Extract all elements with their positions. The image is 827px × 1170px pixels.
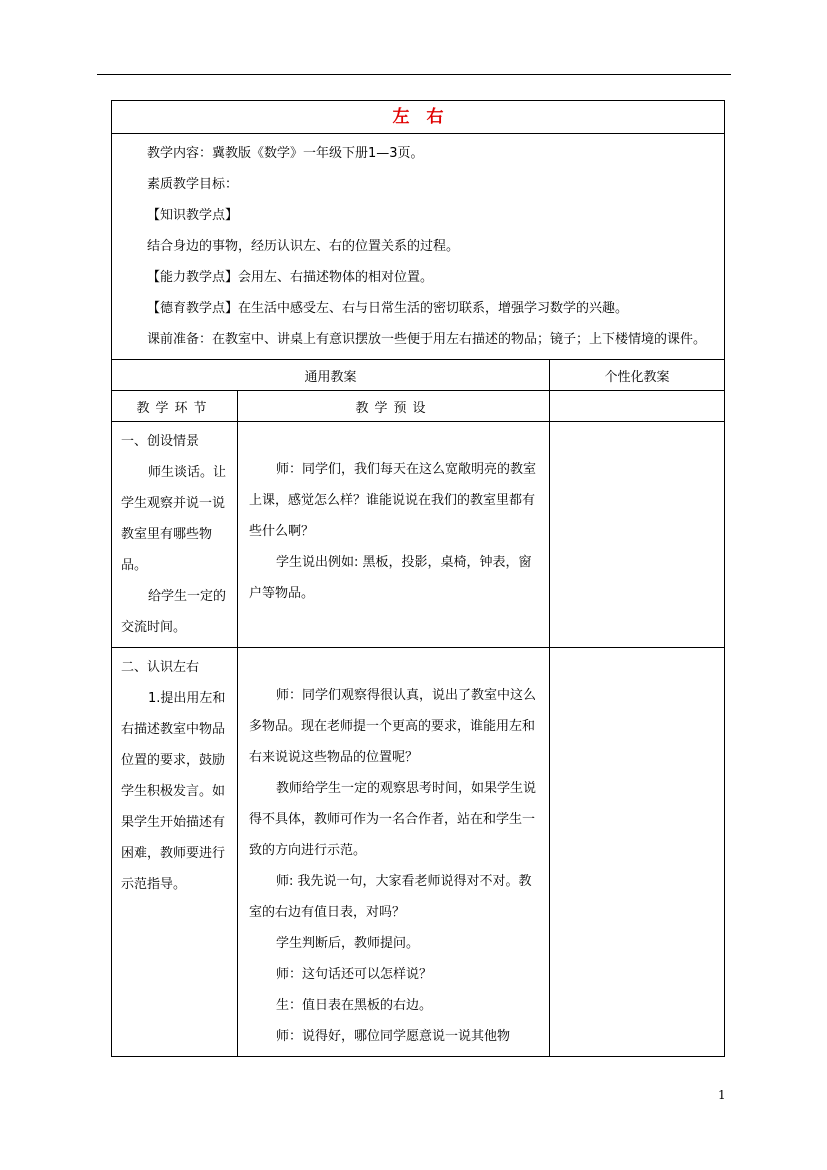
page-number: 1: [718, 1088, 726, 1102]
design-paragraph: 师：说得好，哪位同学愿意说一说其他物: [276, 1029, 511, 1044]
design-paragraph: 师：同学们观察得很认真，说出了教室中这么多物品。现在老师提一个更高的要求，谁能用左和右来说说这些物品的位置呢？: [249, 688, 537, 765]
lesson-plan-table: [111, 100, 725, 1057]
general-plan-header: 通用教案: [112, 360, 550, 391]
personal-cell-1: [550, 422, 725, 648]
stage-cell-2: [112, 648, 238, 1057]
intro-cell: [112, 134, 725, 360]
design-paragraph: 师: 我先说一句，大家看老师说得对不对。教室的右边有值日表，对吗？: [249, 874, 532, 920]
intro-moral: 【德育教学点】在生活中感受左、右与日常生活的密切联系，增强学习数学的兴趣。: [147, 301, 629, 316]
stage-title: 二、认识左右: [121, 660, 200, 675]
stage-header: 教学环节: [112, 391, 238, 422]
design-paragraph: 教师给学生一定的观察思考时间，如果学生说得不具体，教师可作为一名合作者，站在和学生一致的方向进行示范。: [249, 781, 537, 858]
stage-cell-1: [112, 422, 238, 648]
design-paragraph: 师：同学们，我们每天在这么宽敞明亮的教室上课，感觉怎么样？谁能说说在我们的教室里都有些什么啊？: [249, 462, 537, 539]
intro-knowledge-heading: 【知识教学点】: [147, 208, 239, 223]
design-paragraph: 生：值日表在黑板的右边。: [276, 998, 433, 1013]
stage-desc: 1.提出用左和右描述教室中物品位置的要求，鼓励学生积极发言。如果学生开始描述有困难，教师要进行示范指导。: [121, 691, 226, 892]
intro-ability: 【能力教学点】会用左、右描述物体的相对位置。: [147, 270, 434, 285]
design-cell-1: [238, 422, 550, 648]
intro-goals: 素质教学目标：: [147, 177, 239, 192]
header-rule: [97, 74, 731, 75]
stage-desc: 师生谈话。让学生观察并说一说教室里有哪些物品。: [121, 465, 227, 573]
personal-cell-2: [550, 648, 725, 1057]
design-paragraph: 学生说出例如: 黑板，投影，桌椅，钟表，窗户等物品。: [249, 555, 532, 601]
personal-empty-header: [550, 391, 725, 422]
title-cell: [112, 101, 725, 134]
intro-preparation: 课前准备：在教室中、讲桌上有意识摆放一些便于用左右描述的物品；镜子；上下楼情境的课件。: [147, 332, 707, 347]
stage-desc: 给学生一定的交流时间。: [121, 589, 227, 635]
design-header: 教学预设: [238, 391, 550, 422]
design-cell-2: [238, 648, 550, 1057]
lesson-title: 左 右: [392, 107, 444, 127]
personal-plan-header: 个性化教案: [550, 360, 725, 391]
intro-knowledge: 结合身边的事物，经历认识左、右的位置关系的过程。: [147, 239, 460, 254]
intro-content: 教学内容：冀教版《数学》一年级下册1—3页。: [147, 146, 424, 161]
stage-title: 一、创设情景: [121, 434, 200, 449]
design-paragraph: 师：这句话还可以怎样说？: [276, 967, 433, 982]
design-paragraph: 学生判断后，教师提问。: [276, 936, 420, 951]
